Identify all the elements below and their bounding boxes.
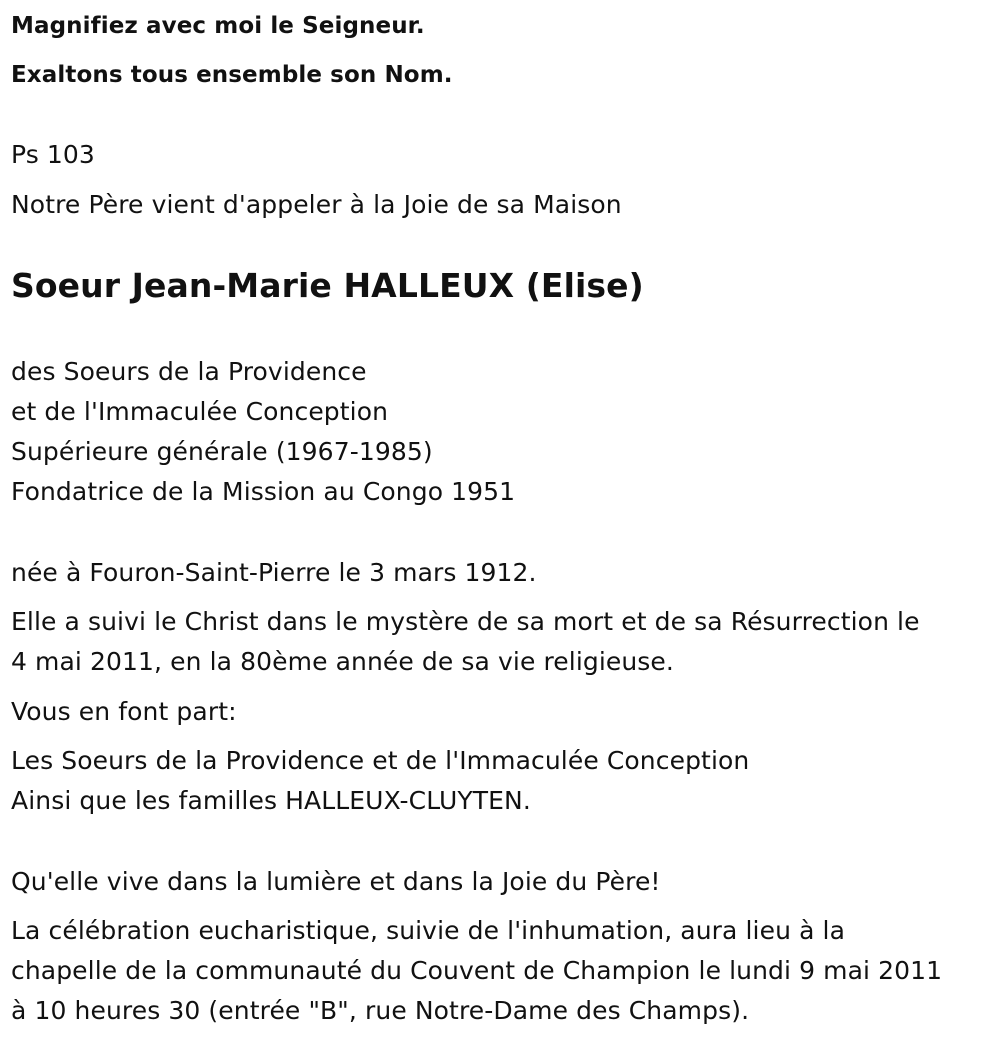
announcement: Notre Père vient d'appeler à la Joie de sa Maison bbox=[11, 190, 622, 219]
ceremony-line: chapelle de la communauté du Couvent de Champion le lundi 9 mai 2011 bbox=[11, 956, 943, 985]
informers-line: Les Soeurs de la Providence et de l'Immaculée Conception bbox=[11, 746, 750, 775]
verse-line-2: Exaltons tous ensemble son Nom. bbox=[11, 62, 453, 88]
birth-info: née à Fouron-Saint-Pierre le 3 mars 1912. bbox=[11, 558, 537, 587]
affiliation-line: des Soeurs de la Providence bbox=[11, 357, 367, 386]
affiliation-line: Fondatrice de la Mission au Congo 1951 bbox=[11, 477, 516, 506]
informers-line: Ainsi que les familles HALLEUX-CLUYTEN. bbox=[11, 786, 531, 815]
affiliation-line: et de l'Immaculée Conception bbox=[11, 397, 389, 426]
affiliation-line: Supérieure générale (1967-1985) bbox=[11, 437, 433, 466]
ceremony-line: à 10 heures 30 (entrée "B", rue Notre-Dame des Champs). bbox=[11, 996, 750, 1025]
informers-intro: Vous en font part: bbox=[11, 697, 237, 726]
death-info-line: 4 mai 2011, en la 80ème année de sa vie religieuse. bbox=[11, 647, 674, 676]
prayer: Qu'elle vive dans la lumière et dans la Joie du Père! bbox=[11, 867, 661, 896]
verse-line-1: Magnifiez avec moi le Seigneur. bbox=[11, 13, 425, 39]
ceremony-line: La célébration eucharistique, suivie de l'inhumation, aura lieu à la bbox=[11, 916, 846, 945]
death-info-line: Elle a suivi le Christ dans le mystère de sa mort et de sa Résurrection le bbox=[11, 607, 920, 636]
psalm-reference: Ps 103 bbox=[11, 140, 95, 169]
deceased-name: Soeur Jean-Marie HALLEUX (Elise) bbox=[11, 266, 644, 305]
